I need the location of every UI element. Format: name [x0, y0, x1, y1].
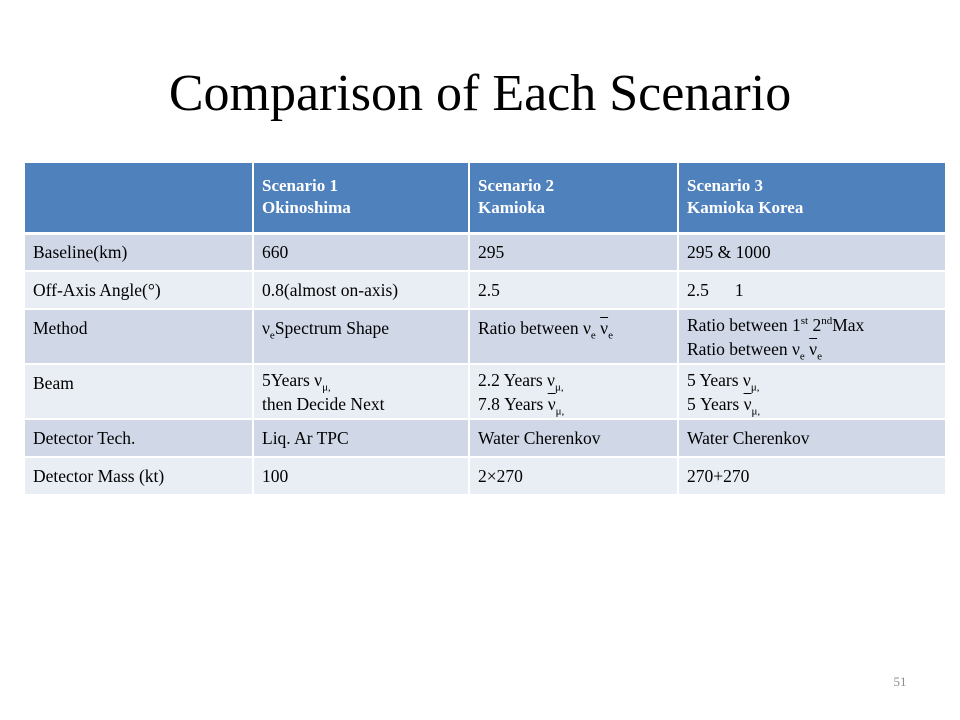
header-scenario-1-name: Scenario 1: [262, 176, 339, 196]
cell-scenario-1: [253, 364, 469, 419]
cell-scenario-3: Water Cherenkov: [678, 419, 945, 457]
nu-subscript: e: [799, 350, 805, 363]
beam-line-2: then Decide Next: [262, 394, 385, 414]
cell-scenario-1: 100: [253, 457, 469, 495]
method-line-1-c: Max: [832, 315, 865, 335]
row-label: Baseline(km): [25, 233, 253, 271]
antinu-symbol: $\overline{\nu}$: [547, 394, 556, 414]
cell-scenario-2: 2×270: [469, 457, 678, 495]
nu-symbol: ν: [262, 318, 270, 338]
superscript-nd: nd: [821, 315, 833, 328]
cell-scenario-3: [678, 271, 945, 309]
cell-scenario-3: [678, 364, 945, 419]
method-line-1-b: 2: [808, 315, 822, 335]
antinu-symbol: $\overline{\nu}$: [600, 318, 609, 338]
antinu-subscript: e: [817, 350, 822, 363]
table-row-beam: [25, 364, 945, 419]
beam-line-2: 7.8 Years: [478, 394, 548, 414]
row-label: Beam: [25, 364, 253, 419]
beam-line-2: 5 Years: [687, 394, 744, 414]
antinu-symbol: $\overline{\nu}$: [743, 394, 752, 414]
off-axis-value-b: 1: [734, 280, 744, 300]
superscript-st: st: [800, 315, 809, 328]
beam-line-1: 2.2 Years ν: [478, 370, 555, 390]
header-scenario-2: [469, 163, 678, 233]
cell-scenario-2: [469, 309, 678, 364]
cell-scenario-2: [469, 364, 678, 419]
row-label: Off-Axis Angle(°): [25, 271, 253, 309]
mu-subscript: μ,: [555, 405, 565, 418]
row-label: Method: [25, 309, 253, 364]
row-label: Detector Tech.: [25, 419, 253, 457]
scenario-comparison-table: [25, 163, 945, 496]
mu-subscript: μ,: [750, 381, 760, 394]
antinu-symbol: $\overline{\nu}$: [809, 339, 818, 359]
cell-scenario-1: 0.8(almost on-axis): [253, 271, 469, 309]
method-text: Spectrum Shape: [274, 318, 390, 338]
table-header-row: [25, 163, 945, 233]
cell-scenario-1: [253, 309, 469, 364]
table-row-detector-mass: [25, 457, 945, 495]
header-scenario-1: [253, 163, 469, 233]
header-scenario-2-name: Scenario 2: [478, 176, 555, 196]
header-scenario-1-site: Okinoshima: [262, 198, 351, 218]
table-row-detector-tech: [25, 419, 945, 457]
slide-title: Comparison of Each Scenario: [168, 65, 792, 122]
method-line-1-a: Ratio between 1: [687, 315, 801, 335]
beam-line-1: 5 Years ν: [687, 370, 751, 390]
nu-subscript: e: [269, 329, 275, 342]
method-text: Ratio between ν: [478, 318, 591, 338]
nu-subscript: e: [590, 329, 596, 342]
antinu-subscript: e: [608, 329, 613, 342]
header-scenario-3-name: Scenario 3: [687, 176, 764, 196]
mu-subscript: μ,: [751, 405, 761, 418]
row-label: Detector Mass (kt): [25, 457, 253, 495]
cell-scenario-3: 270+270: [678, 457, 945, 495]
cell-scenario-2: 295: [469, 233, 678, 271]
cell-scenario-1: Liq. Ar TPC: [253, 419, 469, 457]
header-scenario-2-site: Kamioka: [478, 198, 546, 218]
table-row-off-axis-angle: [25, 271, 945, 309]
cell-scenario-2: Water Cherenkov: [469, 419, 678, 457]
mu-subscript: μ,: [554, 381, 564, 394]
cell-scenario-1: 660: [253, 233, 469, 271]
beam-line-1: 5Years ν: [262, 370, 323, 390]
method-line-2: Ratio between ν: [687, 339, 800, 359]
page-number: 51: [893, 674, 907, 689]
table-row-baseline: [25, 233, 945, 271]
header-scenario-3: [678, 163, 945, 233]
cell-scenario-2: 2.5: [469, 271, 678, 309]
cell-scenario-3: [678, 309, 945, 364]
header-corner-cell: [25, 163, 253, 233]
cell-scenario-3: 295 & 1000: [678, 233, 945, 271]
off-axis-value-a: 2.5: [687, 280, 709, 300]
table-row-method: [25, 309, 945, 364]
header-scenario-3-site: Kamioka Korea: [687, 198, 804, 218]
mu-subscript: μ,: [322, 381, 331, 394]
